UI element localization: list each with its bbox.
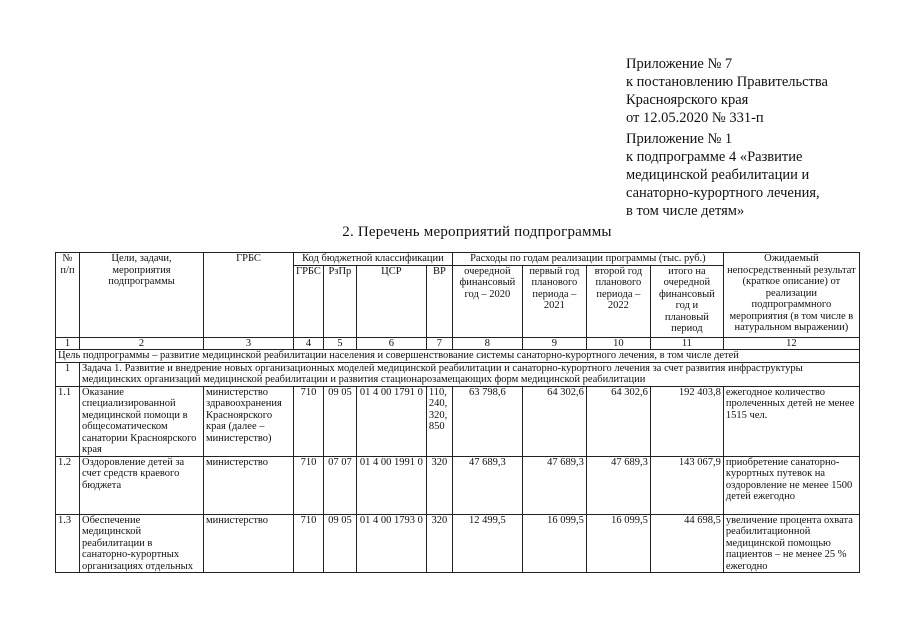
- row-grbs: министерство здравоохранения Красноярского края (далее – министерство): [204, 386, 294, 456]
- row-num: 1.3: [56, 514, 80, 573]
- appendix-line: медицинской реабилитации и: [626, 167, 810, 183]
- column-number: 11: [650, 337, 723, 350]
- row-2020: 63 798,6: [452, 386, 522, 456]
- column-number: 4: [294, 337, 324, 350]
- task-row: Задача 1. Развитие и внедрение новых организационных моделей медицинской реабилитации и санаторно-курортного лечения за счет развития инфраструктуры медицинских организаций медицинской реабилитации и развития стационарозамещающих форм медицинской реабилитации: [80, 362, 860, 386]
- appendix-line: в том числе детям»: [626, 203, 745, 219]
- column-number: 5: [323, 337, 356, 350]
- header-2020: очередной финансовый год – 2020: [452, 265, 522, 337]
- appendix-line: Приложение № 7: [626, 56, 733, 72]
- row-2021: 47 689,3: [522, 456, 586, 514]
- column-number: 3: [204, 337, 294, 350]
- row-2022: 47 689,3: [586, 456, 650, 514]
- row-result: приобретение санаторно-курортных путевок на оздоровление не менее 1500 детей ежегодно: [723, 456, 859, 514]
- row-rzpr: 09 05: [323, 514, 356, 573]
- row-name: Оказание специализированной медицинской помощи в общесоматическом санатории Красноярского края: [80, 386, 204, 456]
- row-2021: 16 099,5: [522, 514, 586, 573]
- row-total: 44 698,5: [650, 514, 723, 573]
- appendix-1-header: [626, 130, 820, 220]
- header-budget-code: Код бюджетной классификации: [294, 253, 453, 266]
- row-grbs-code: 710: [294, 386, 324, 456]
- header-2022: второй год планового периода – 2022: [586, 265, 650, 337]
- column-number: 6: [356, 337, 426, 350]
- header-rzpr: РзПр: [323, 265, 356, 337]
- table-row: [56, 386, 860, 456]
- header-vr: ВР: [426, 265, 452, 337]
- appendix-7-header: [626, 55, 828, 127]
- column-number: 1: [56, 337, 80, 350]
- appendix-line: к подпрограмме 4 «Развитие: [626, 149, 803, 165]
- row-2020: 12 499,5: [452, 514, 522, 573]
- row-csr: 01 4 00 1791 0: [356, 386, 426, 456]
- header-grbs-code: ГРБС: [294, 265, 324, 337]
- row-total: 143 067,9: [650, 456, 723, 514]
- header-goals: Цели, задачи, мероприятия подпрограммы: [80, 253, 204, 338]
- row-vr: 320: [426, 456, 452, 514]
- appendix-line: от 12.05.2020 № 331-п: [626, 110, 764, 126]
- column-number: 2: [80, 337, 204, 350]
- column-number: 8: [452, 337, 522, 350]
- row-csr: 01 4 00 1991 0: [356, 456, 426, 514]
- appendix-line: Приложение № 1: [626, 131, 733, 147]
- header-csr: ЦСР: [356, 265, 426, 337]
- row-grbs-code: 710: [294, 456, 324, 514]
- task-number: 1: [56, 362, 80, 386]
- row-result: ежегодное количество пролеченных детей не менее 1515 чел.: [723, 386, 859, 456]
- document-title: 2. Перечень мероприятий подпрограммы: [342, 224, 612, 240]
- row-total: 192 403,8: [650, 386, 723, 456]
- row-rzpr: 09 05: [323, 386, 356, 456]
- row-2022: 64 302,6: [586, 386, 650, 456]
- row-2022: 16 099,5: [586, 514, 650, 573]
- row-num: 1.2: [56, 456, 80, 514]
- column-number: 12: [723, 337, 859, 350]
- header-num: № п/п: [56, 253, 80, 338]
- measures-table: [55, 252, 860, 573]
- row-2021: 64 302,6: [522, 386, 586, 456]
- column-number: 10: [586, 337, 650, 350]
- column-number: 9: [522, 337, 586, 350]
- goal-row: Цель подпрограммы – развитие медицинской реабилитации населения и совершенствование системы санаторно-курортного лечения, в том числе детей: [56, 350, 860, 363]
- row-num: 1.1: [56, 386, 80, 456]
- row-vr: 320: [426, 514, 452, 573]
- appendix-line: санаторно-курортного лечения,: [626, 185, 820, 201]
- row-vr: 110, 240, 320, 850: [426, 386, 452, 456]
- row-name: Обеспечение медицинской реабилитации в санаторно-курортных организациях отдельных: [80, 514, 204, 573]
- row-result: увеличение процента охвата реабилитационной медицинской помощью пациентов – не менее 25 % ежегодно: [723, 514, 859, 573]
- header-grbs: ГРБС: [204, 253, 294, 338]
- table-row: [56, 514, 860, 573]
- row-grbs-code: 710: [294, 514, 324, 573]
- header-total: итого на очередной финансовый год и плановый период: [650, 265, 723, 337]
- table-row: [56, 456, 860, 514]
- column-number: 7: [426, 337, 452, 350]
- row-csr: 01 4 00 1793 0: [356, 514, 426, 573]
- appendix-line: к постановлению Правительства: [626, 74, 828, 90]
- header-2021: первый год планового периода – 2021: [522, 265, 586, 337]
- row-name: Оздоровление детей за счет средств краевого бюджета: [80, 456, 204, 514]
- header-expenses: Расходы по годам реализации программы (тыс. руб.): [452, 253, 723, 266]
- appendix-line: Красноярского края: [626, 92, 749, 108]
- header-result: Ожидаемый непосредственный результат (краткое описание) от реализации подпрограммного мероприятия (в том числе в натуральном выражении): [723, 253, 859, 338]
- row-rzpr: 07 07: [323, 456, 356, 514]
- row-grbs: министерство: [204, 514, 294, 573]
- row-grbs: министерство: [204, 456, 294, 514]
- row-2020: 47 689,3: [452, 456, 522, 514]
